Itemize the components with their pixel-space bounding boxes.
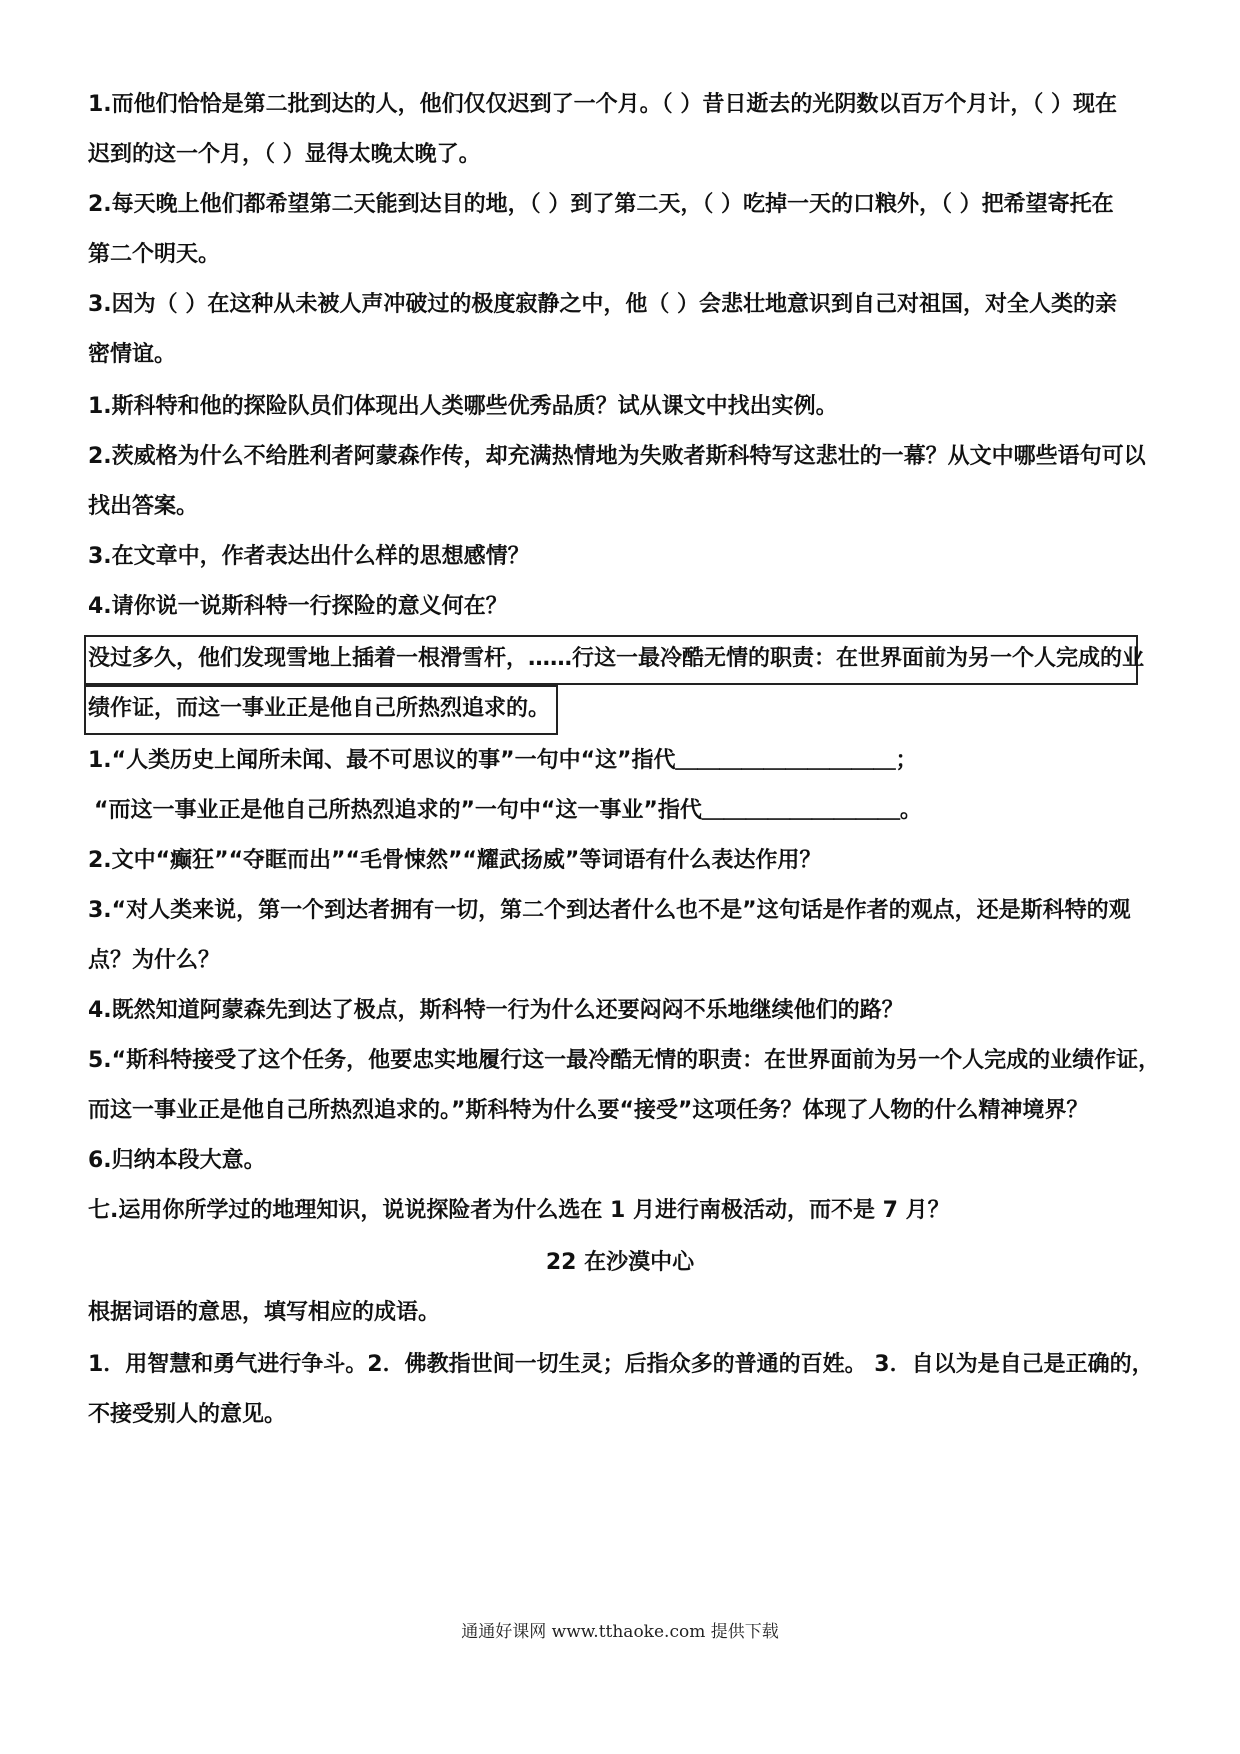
text-line: 根据词语的意思，填写相应的成语。: [88, 1300, 441, 1325]
section-heading: 22 在沙漠中心: [545, 1250, 695, 1275]
text-line: 3.在文章中，作者表达出什么样的思想感情？: [88, 544, 530, 569]
text-line: 第二个明天。: [88, 242, 221, 267]
text-line: 1.斯科特和他的探险队员们体现出人类哪些优秀品质？试从课文中找出实例。: [88, 394, 838, 419]
text-line: 迟到的这一个月，（ ）显得太晚太晚了。: [88, 142, 481, 167]
text-line: 1.而他们恰恰是第二批到达的人，他们仅仅迟到了一个月。（ ）昔日逝去的光阴数以百万个月计，（ ）现在: [88, 92, 1117, 117]
text-line: 3.因为（ ）在这种从未被人声冲破过的极度寂静之中，他（ ）会悲壮地意识到自己对祖国，对全人类的亲: [88, 292, 1117, 317]
text-line: 点？为什么？: [88, 948, 221, 973]
text-line: 2.每天晚上他们都希望第二天能到达目的地，（ ）到了第二天，（ ）吃掉一天的口粮外，（ ）把希望寄托在: [88, 192, 1114, 217]
text-line: 不接受别人的意见。: [88, 1402, 287, 1427]
excerpt-line: 没过多久，他们发现雪地上插着一根滑雪杆，……行这一最冷酷无情的职责：在世界面前为另一个人完成的业: [88, 646, 1145, 671]
text-line: 找出答案。: [88, 494, 199, 519]
text-line: 2.茨威格为什么不给胜利者阿蒙森作传，却充满热情地为失败者斯科特写这悲壮的一幕？从文中哪些语句可以: [88, 444, 1146, 469]
text-line: 密情谊。: [88, 342, 177, 367]
text-line: 1．用智慧和勇气进行争斗。2．佛教指世间一切生灵；后指众多的普通的百姓。 3．自以为是自己是正确的，: [88, 1352, 1154, 1377]
text-line: 5.“斯科特接受了这个任务，他要忠实地履行这一最冷酷无情的职责：在世界面前为另一个人完成的业绩作证，: [88, 1048, 1161, 1073]
text-line: 而这一事业正是他自己所热烈追求的。”斯科特为什么要“接受”这项任务？体现了人物的什么精神境界？: [88, 1098, 1089, 1123]
text-line: 七.运用你所学过的地理知识，说说探险者为什么选在 1 月进行南极活动，而不是 7 月？: [88, 1198, 950, 1223]
excerpt-line: 绩作证，而这一事业正是他自己所热烈追求的。: [88, 696, 551, 721]
text-line: 2.文中“癫狂”“夺眶而出”“毛骨悚然”“耀武扬威”等词语有什么表达作用？: [88, 848, 822, 873]
text-line: 4.请你说一说斯科特一行探险的意义何在？: [88, 594, 508, 619]
footer-source: 通通好课网 www.tthaoke.com 提供下载: [461, 1622, 779, 1642]
text-line: 6.归纳本段大意。: [88, 1148, 266, 1173]
text-line: 3.“对人类来说，第一个到达者拥有一切，第二个到达者什么也不是”这句话是作者的观点，还是斯科特的观: [88, 898, 1131, 923]
text-line: “而这一事业正是他自己所热烈追求的”一句中“这一事业”指代＿＿＿＿＿＿＿＿＿。: [94, 798, 922, 823]
text-line: 4.既然知道阿蒙森先到达了极点，斯科特一行为什么还要闷闷不乐地继续他们的路？: [88, 998, 904, 1023]
text-line: 1.“人类历史上闻所未闻、最不可思议的事”一句中“这”指代＿＿＿＿＿＿＿＿＿＿；: [88, 748, 918, 773]
